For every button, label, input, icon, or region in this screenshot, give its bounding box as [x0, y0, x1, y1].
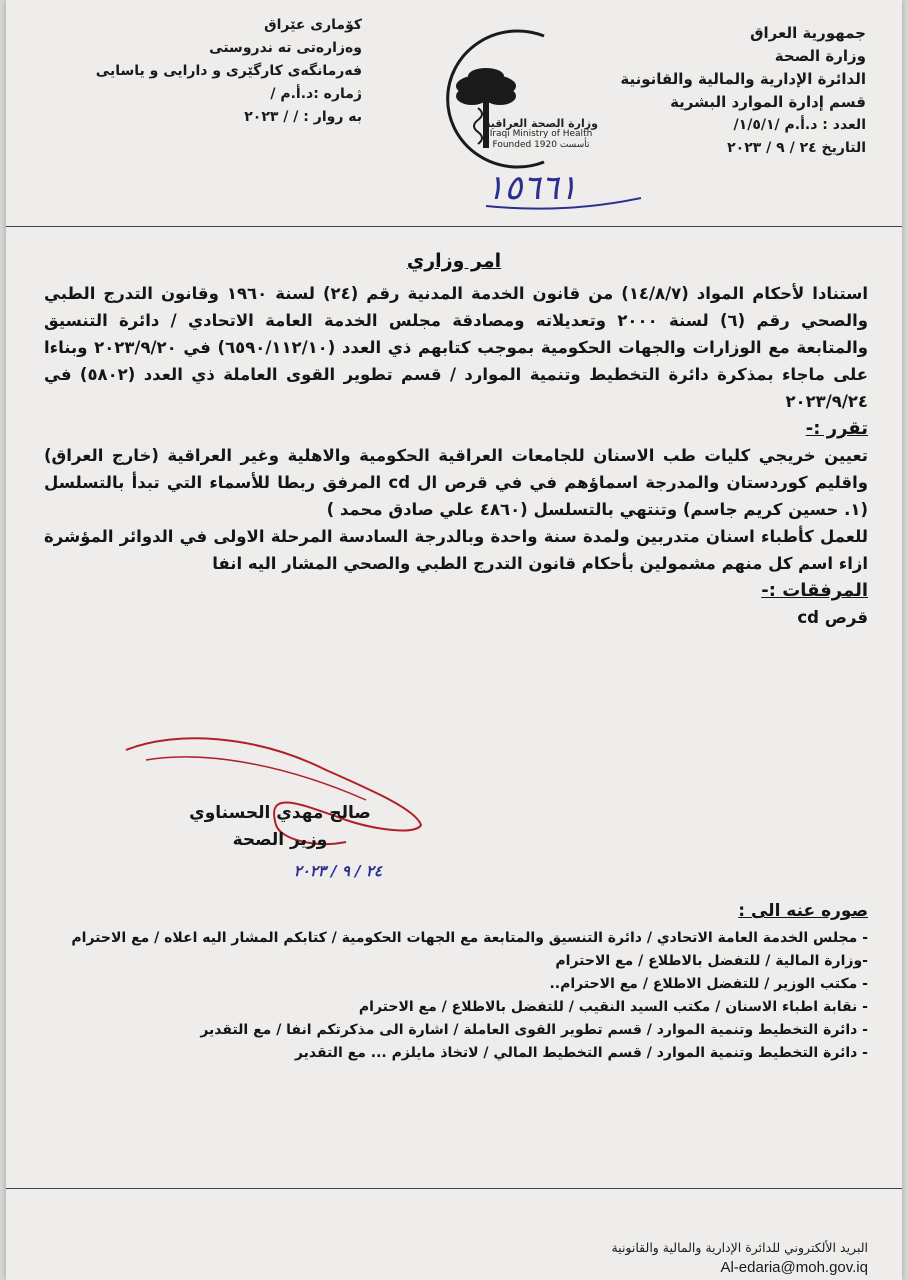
cc-list [38, 900, 868, 1065]
header-kurdish-country: كۆماری عێراق [264, 17, 362, 33]
cc-item: - نقابة اطباء الاسنان / مكتب السيد النقيب / للتفضل بالاطلاع / مع الاحترام [358, 999, 868, 1015]
logo-name-arabic: وزارة الصحة العراقية [484, 117, 598, 130]
registration-number-text: ١٥٦٦١ [486, 168, 578, 208]
appointment-paragraph: تعيين خريجي كليات طب الاسنان للجامعات العراقية الحكومية والاهلية وغير العراقية (خارج العراق) واقليم كوردستان والمدرجة اسماؤهم في في قرص ال cd المرفق ربطا للأسماء التي تبدأ بالتسلسل (١. حسين كريم جاسم) وتنتهي بالتسلسل (٤٨٦٠ علي صادق محمد ) [44, 446, 868, 519]
footer-divider [6, 1188, 902, 1189]
assignment-paragraph: للعمل كأطباء اسنان متدربين ولمدة سنة واحدة وبالدرجة السادسة المرحلة الاولى في الدوائر المؤشرة ازاء اسم كل منهم مشمولين بأحكام قانون التدرج الطبي والصحي المشار اليه انفا [44, 527, 868, 573]
cc-item: - مكتب الوزير / للتفضل الاطلاع / مع الاحترام.. [549, 976, 868, 992]
header-kurdish-ministry: وەزارەتی تە ندروستی [209, 40, 362, 56]
signature-block [130, 800, 430, 854]
cc-item: - دائرة التخطيط وتنمية الموارد / قسم التخطيط المالي / لاتخاذ مايلزم ... مع التقدير [294, 1045, 868, 1061]
minister-title: وزير الصحة [232, 830, 328, 850]
handwritten-registration-number [476, 168, 656, 218]
cc-item: - مجلس الخدمة العامة الاتحادي / دائرة التنسيق والمتابعة مع الجهات الحكومية / كتابكم المشار اليه اعلاه / مع الاحترام [71, 930, 868, 946]
footer-email: Al-edaria@moh.gov.iq [720, 1259, 868, 1276]
cc-title: صوره عنه الى : [738, 901, 868, 921]
attachment-item: قرص cd [797, 608, 868, 627]
header-directorate: الدائرة الإدارية والمالية والقانونية [620, 70, 866, 88]
header-department: قسم إدارة الموارد البشرية [670, 93, 866, 111]
header-country: جمهورية العراق [750, 24, 866, 42]
logo-caption [476, 118, 606, 151]
order-body [44, 280, 868, 631]
signature-date: ٢٤ / ٩ / ٢٠٢٣ [293, 862, 382, 880]
header-kurdish-directorate: فەرمانگەی كارگێری و دارایی و یاسایی [95, 63, 362, 79]
ministry-logo [394, 24, 564, 174]
header-kurdish-date: بە روار : / / ٢٠٢٣ [244, 109, 362, 125]
logo-name-english: Iraqi Ministry of Health [489, 129, 593, 139]
footer [368, 1238, 868, 1278]
ministry-header-kurdish [42, 14, 362, 129]
attachments-heading: المرفقات :- [761, 580, 868, 601]
decision-heading: تقرر :- [805, 418, 868, 439]
header-ref-number: العدد : د.أ.م /١/٥/١/ [733, 117, 866, 133]
document-title: امر وزاري [406, 250, 502, 272]
header-kurdish-number: ژمارە :د.أ.م / [270, 86, 362, 102]
minister-name: صالح مهدي الحسناوي [189, 803, 371, 823]
logo-founded: Founded 1920 تأسست [492, 140, 590, 150]
header-divider [6, 226, 902, 227]
cc-item: -وزارة المالية / للتفضل بالاطلاع / مع الاحترام [555, 953, 868, 969]
header-ministry: وزارة الصحة [774, 47, 866, 65]
document-page [6, 0, 902, 1280]
legal-basis-paragraph: استنادا لأحكام المواد (١٤/٨/٧) من قانون الخدمة المدنية رقم (٢٤) لسنة ١٩٦٠ وقانون التدرج الطبي والصحي رقم (٦) لسنة ٢٠٠٠ وتعديلاته ومصادقة مجلس الخدمة العامة الاتحادي / دائرة التنسيق والمتابعة مع الوزارات والجهات الحكومية بموجب كتابهم ذي العدد (٦٥٩٠/١١٢/١٠) في ٢٠٢٣/٩/٢٠ وبناءا على ماجاء بمذكرة دائرة التخطيط وتنمية الموارد / قسم تطوير القوى العاملة ذي العدد (٥٨٠٢) في ٢٠٢٣/٩/٢٤ [44, 284, 868, 411]
cc-item: - دائرة التخطيط وتنمية الموارد / قسم تطوير القوى العاملة / اشارة الى مذكرتكم انفا / مع التقدير [200, 1022, 868, 1038]
footer-email-label: البريد الألكتروني للدائرة الإدارية والمالية والقانونية [611, 1240, 868, 1255]
header-date: التاريخ ٢٤ / ٩ / ٢٠٢٣ [727, 140, 866, 156]
